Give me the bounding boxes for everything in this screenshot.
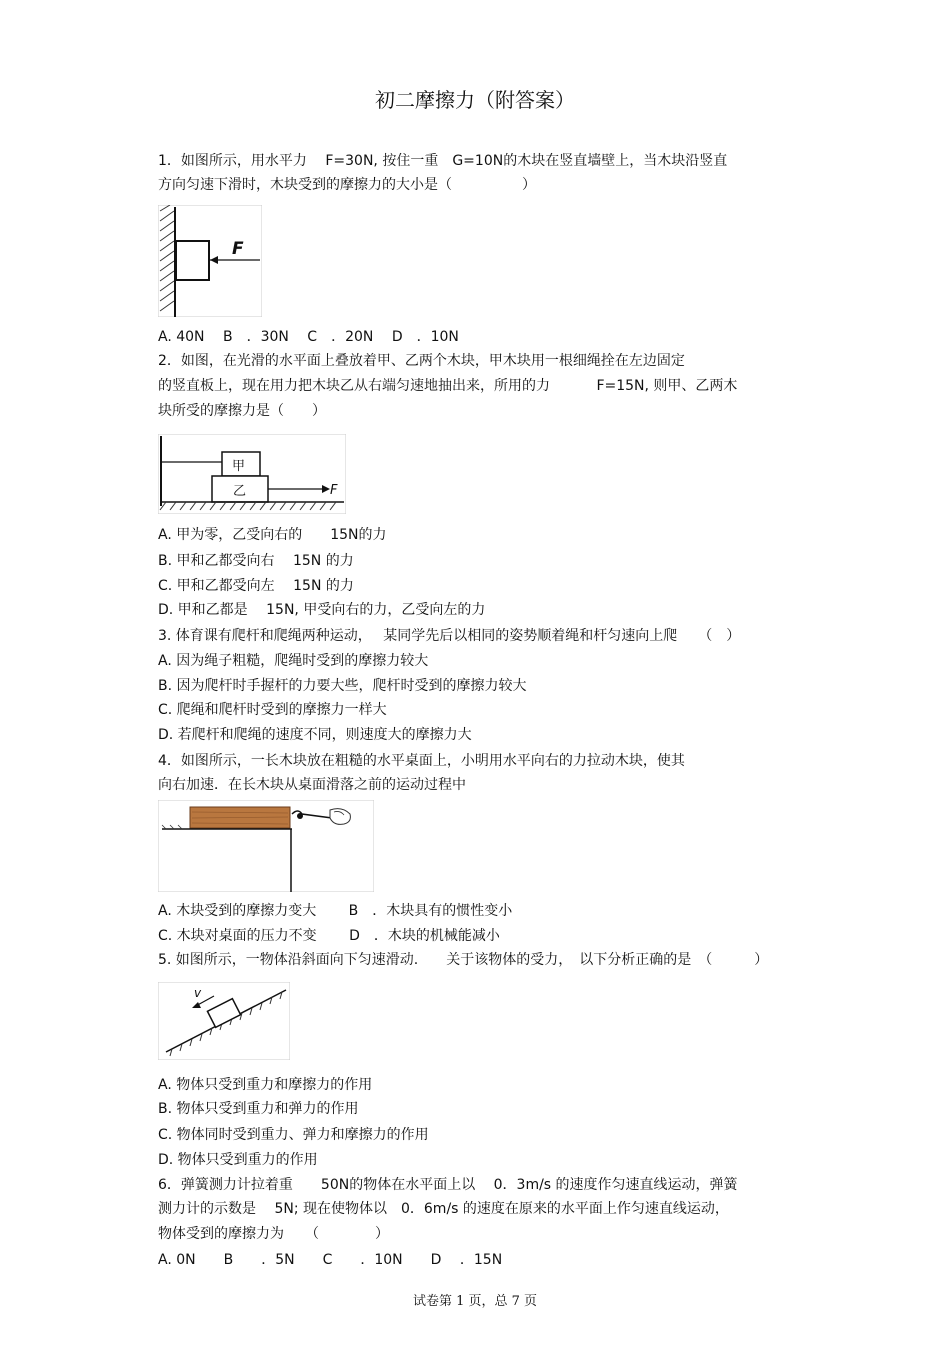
q5-velocity-label: v — [194, 986, 202, 1000]
q2-force-label: F — [330, 483, 338, 498]
q6-options: A. 0N B ．5N C ．10N D ．15N — [158, 1252, 503, 1268]
q6-line-3: 物体受到的摩擦力为 （ ） — [158, 1226, 389, 1242]
q6-line-2: 测力计的示数是 5N; 现在使物体以 0．6m/s 的速度在原来的水平面上作匀速直线运动， — [158, 1201, 729, 1217]
page-footer: 试卷第 1 页，总 7 页 — [412, 1294, 538, 1309]
q3-option-c: C. 爬绳和爬杆时受到的摩擦力一样大 — [158, 702, 387, 718]
q3-line-1: 3. 体育课有爬杆和爬绳两种运动， 某同学先后以相同的姿势顺着绳和杆匀速向上爬 （ ） — [158, 628, 741, 644]
q2-stacked-blocks-figure — [158, 434, 346, 514]
q5-option-c: C. 物体同时受到重力、弹力和摩擦力的作用 — [158, 1127, 429, 1143]
q1-wall-block-figure — [158, 205, 262, 317]
q4-table-block-figure — [158, 800, 374, 892]
q6-line-1: 6．弹簧测力计拉着重 50N的物体在水平面上以 0．3m/s 的速度作匀速直线运动，弹簧 — [158, 1177, 738, 1193]
q2-option-d: D. 甲和乙都是 15N, 甲受向右的力，乙受向左的力 — [158, 602, 486, 618]
q2-block-top-label: 甲 — [232, 459, 246, 474]
q5-incline-figure — [158, 982, 290, 1060]
q1-line-1: 1．如图所示，用水平力 F=30N, 按住一重 G=10N的木块在竖直墙壁上，当木块沿竖直 — [158, 153, 728, 169]
q1-line-2: 方向匀速下滑时，木块受到的摩擦力的大小是（ ） — [158, 177, 536, 193]
q2-line-2: 的竖直板上，现在用力把木块乙从右端匀速地抽出来，所用的力 F=15N, 则甲、乙两木 — [158, 378, 738, 394]
q3-option-a: A. 因为绳子粗糙，爬绳时受到的摩擦力较大 — [158, 653, 429, 669]
q1-options: A. 40N B ．30N C ．20N D ．10N — [158, 329, 459, 345]
q2-option-b: B. 甲和乙都受向右 15N 的力 — [158, 553, 354, 569]
q5-option-a: A. 物体只受到重力和摩擦力的作用 — [158, 1077, 373, 1093]
q4-options-cd: C. 木块对桌面的压力不变 D ．木块的机械能减小 — [158, 928, 500, 944]
q2-line-3: 块所受的摩擦力是（ ） — [158, 403, 326, 419]
q5-line-1: 5. 如图所示，一物体沿斜面向下匀速滑动. 关于该物体的受力， 以下分析正确的是 （ ） — [158, 952, 769, 968]
q2-option-a: A. 甲为零，乙受向右的 15N的力 — [158, 527, 387, 543]
q4-line-2: 向右加速．在长木块从桌面滑落之前的运动过程中 — [158, 777, 466, 793]
q3-option-d: D. 若爬杆和爬绳的速度不同，则速度大的摩擦力大 — [158, 727, 472, 743]
q4-line-1: 4．如图所示，一长木块放在粗糙的水平桌面上，小明用水平向右的力拉动木块，使其 — [158, 753, 685, 769]
q1-force-label: F — [232, 239, 244, 259]
page-title: 初二摩擦力（附答案） — [375, 88, 575, 112]
q2-block-bottom-label: 乙 — [233, 484, 247, 499]
q3-option-b: B. 因为爬杆时手握杆的力要大些，爬杆时受到的摩擦力较大 — [158, 678, 527, 694]
q2-line-1: 2．如图，在光滑的水平面上叠放着甲、乙两个木块，甲木块用一根细绳拴在左边固定 — [158, 353, 685, 369]
q4-options-ab: A. 木块受到的摩擦力变大 B ．木块具有的惯性变小 — [158, 903, 513, 919]
q2-option-c: C. 甲和乙都受向左 15N 的力 — [158, 578, 354, 594]
q5-option-b: B. 物体只受到重力和弹力的作用 — [158, 1101, 359, 1117]
q5-option-d: D. 物体只受到重力的作用 — [158, 1152, 318, 1168]
